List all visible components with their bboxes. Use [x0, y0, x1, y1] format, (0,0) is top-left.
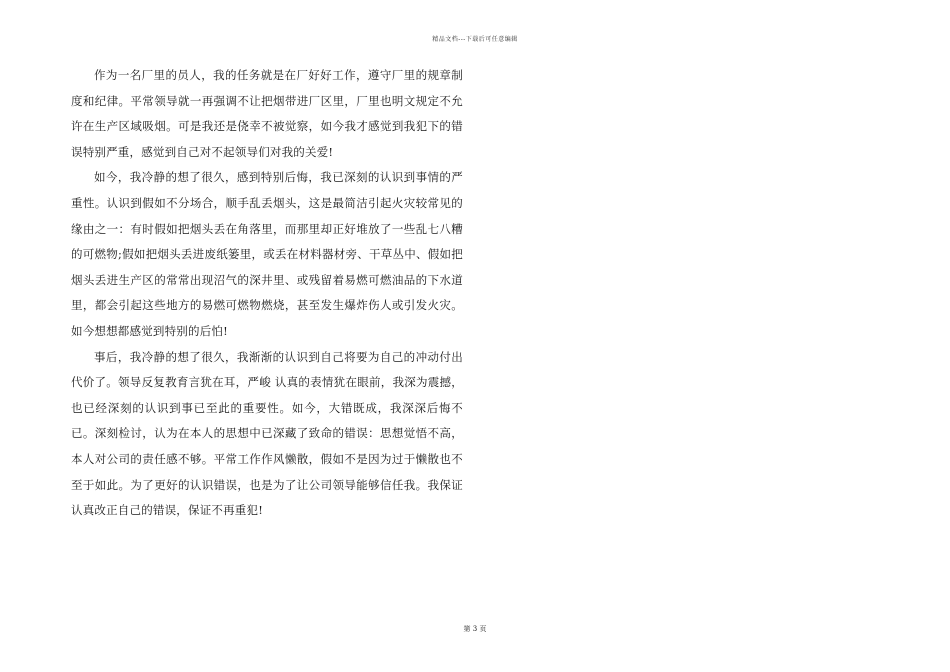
page-number: 第 3 页	[463, 625, 487, 633]
paragraph-1: 作为一名厂里的员人，我的任务就是在厂好好工作，遵守厂里的规章制度和纪律。平常领导就一再强调不让把烟带进厂区里，厂里也明文规定不允许在生产区域吸烟。可是我还是侥幸不被觉察，如今我才感觉到我犯下的错误特别严重，感觉到自己对不起领导们对我的关爱!	[71, 68, 463, 159]
document-body	[71, 63, 463, 524]
paragraph-3: 事后，我冷静的想了很久，我渐渐的认识到自己将要为自己的冲动付出代价了。领导反复教育言犹在耳，严峻 认真的表情犹在眼前，我深为震撼，也已经深刻的认识到事已至此的重要性。如今，大错既成，我深深后悔不已。深刻检讨，认为在本人的思想中已深藏了致命的错误：思想觉悟不高，本人对公司的责任感不够。平常工作作风懒散，假如不是因为过于懒散也不至于如此。为了更好的认识错误，也是为了让公司领导能够信任我。我保证认真改正自己的错误，保证不再重犯!	[71, 349, 463, 518]
paragraph-2: 如今，我冷静的想了很久，感到特别后悔，我已深刻的认识到事情的严重性。认识到假如不分场合，顺手乱丢烟头，这是最简洁引起火灾较常见的缘由之一：有时假如把烟头丢在角落里，而那里却正好堆放了一些乱七八糟的可燃物;假如把烟头丢进废纸篓里，或丢在材料器材旁、干草丛中、假如把烟头丢进生产区的常常出现沼气的深井里、或残留着易燃可燃油品的下水道里，都会引起这些地方的易燃可燃物燃烧，甚至发生爆炸伤人或引发火灾。如今想想都感觉到特别的后怕!	[71, 170, 463, 338]
header-note: 精品文档---下载后可任意编辑	[432, 36, 518, 43]
